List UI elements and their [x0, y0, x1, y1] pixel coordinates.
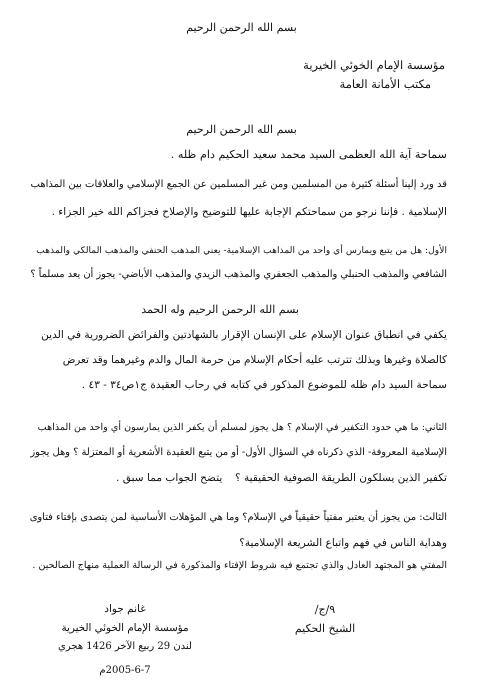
- question-2-line-2: الإسلامية المعروفة- الذي ذكرناه في السؤال الأول- أو من يتبع العقيدة الأشعرية أو المعتزلة ؟ وهل يجوز: [30, 447, 447, 458]
- addressee: سماحة آية الله العظمى السيد محمد سعيد الحكيم دام ظله .: [170, 148, 447, 161]
- signature-right-ref: ٩/ج/: [314, 603, 336, 616]
- answer-basmala: بسم الله الرحمن الرحيم وله الحمد: [141, 303, 299, 316]
- answer-2: يتضح الجواب مما سبق .: [116, 472, 223, 484]
- intro-line-2: الإسلامية . فإننا نرجو من سماحتكم الإجابة عليها للتوضيح والإصلاح فجزاكم الله خير الجزاء .: [51, 206, 447, 218]
- answer-1-line-2: كالصلاة وغيرها وبذلك تترتب عليه أحكام الإسلام من حرمة المال والدم وغيرهما وقد تعرض: [62, 354, 447, 366]
- intro-line-1: قد ورد إلينا أسئلة كثيرة من المسلمين ومن غير المسلمين عن الجمع الإسلامي والعلاقات بين المذاهب: [30, 179, 447, 190]
- institution-name: مؤسسة الإمام الخوئي الخيرية: [303, 58, 445, 72]
- question-3-line-1: الثالث: من يجوز أن يعتبر مفتياً حقيقياً في الإسلام؟ وما هي المؤهلات الأساسية لمن يتصدى بإفتاء فتاوى: [29, 512, 447, 523]
- question-2-line-1: الثاني: ما هي حدود التكفير في الإسلام ؟ هل يجوز لمسلم أن يكفر الذين يمارسون أي واحد من المذاهب: [37, 422, 447, 433]
- institution-office: مكتب الأمانة العامة: [339, 77, 431, 91]
- answer-1-line-1: يكفي في انطباق عنوان الإسلام على الإنسان الإقرار بالشهادتين والفرائض الضرورية في الدين: [41, 329, 447, 341]
- signature-left-hijri-date: لندن 29 ربيع الآخر 1426 هجري: [58, 641, 192, 652]
- signature-left-gregorian-date: 2005-6-7م: [99, 665, 151, 676]
- basmala-letter: بسم الله الرحمن الرحيم: [186, 123, 297, 136]
- question-1-line-1: الأول: هل من يتبع ويمارس أي واحد من المذاهب الإسلامية- يعني المذهب الحنفي والمذهب المالكي والمذهب: [36, 245, 447, 256]
- answer-3: المفتي هو المجتهد العادل والذي تجتمع فيه شروط الإفتاء والمذكورة في الرسالة العملية منهاج الصالحين .: [32, 560, 447, 571]
- question-2-line-3: تكفير الذين يسلكون الطريقة الصوفية الحقيقية ؟: [234, 472, 447, 484]
- signature-right-name: الشيخ الحكيم: [294, 622, 356, 635]
- question-1-line-2: الشافعي والمذهب الحنبلي والمذهب الجعفري والمذهب الزيدي والمذهب الأباضي- يجوز أن يعد مسلماً ؟: [30, 269, 447, 280]
- signature-left-org: مؤسسة الإمام الخوئي الخيرية: [61, 622, 189, 634]
- question-3-line-2: وهداية الناس في فهم واتباع الشريعة الإسلامية؟: [239, 537, 447, 549]
- answer-1-line-3: سماحة السيد دام ظله للموضوع المذكور في كتابه في رحاب العقيدة ج١ص٣٤ - ٤٣ .: [81, 379, 447, 391]
- basmala-top: بسم الله الرحمن الرحيم: [186, 21, 297, 34]
- signature-left-name: غانم جواد: [104, 603, 146, 615]
